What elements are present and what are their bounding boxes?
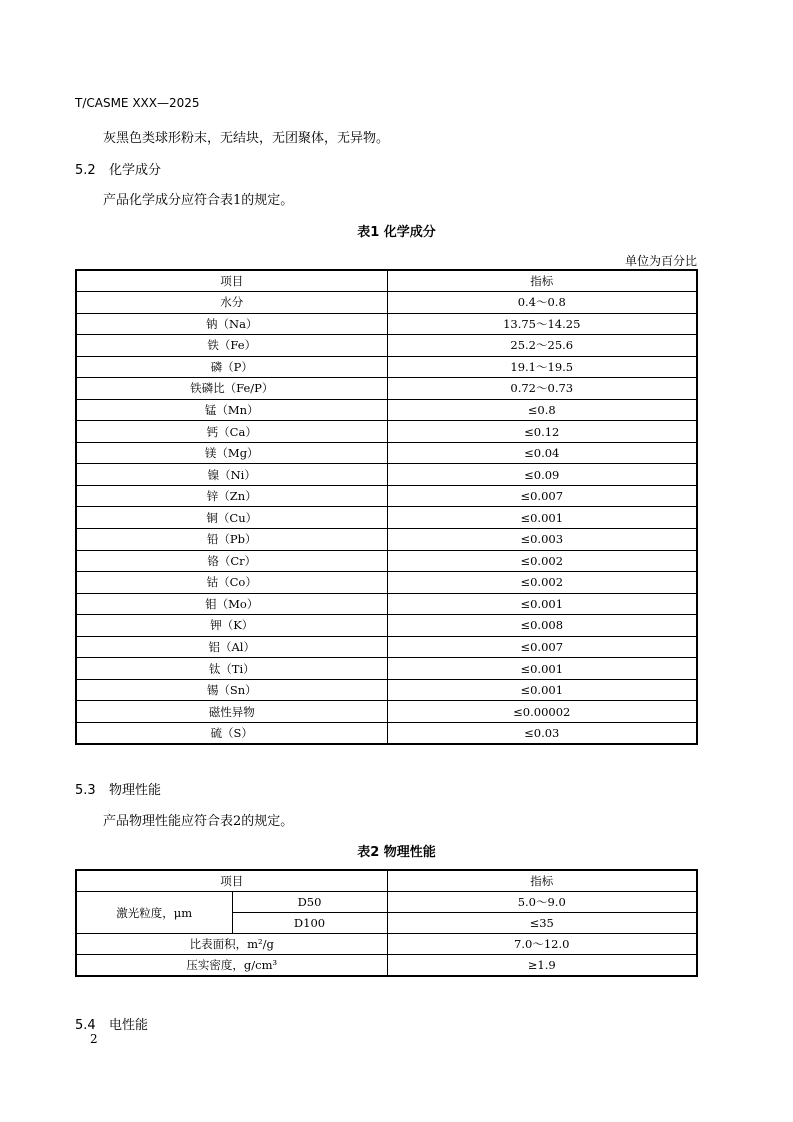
spec-cell: ≤0.03	[387, 722, 697, 744]
table-row	[76, 572, 697, 594]
table-row	[76, 615, 697, 637]
section-5-2-text: 产品化学成分应符合表1的规定。	[103, 193, 294, 208]
table-row	[76, 507, 697, 529]
table-row	[76, 292, 697, 314]
table-row	[76, 679, 697, 701]
spec-cell: ≤0.007	[387, 636, 697, 658]
compaction-density-value: ≥1.9	[387, 955, 697, 977]
page-number: 2	[90, 1032, 98, 1046]
table-row	[76, 934, 697, 955]
table-row	[76, 399, 697, 421]
item-cell: 铁（Fe）	[76, 335, 387, 357]
item-cell: 钙（Ca）	[76, 421, 387, 443]
section-title: 物理性能	[109, 783, 162, 798]
spec-cell: ≤0.008	[387, 615, 697, 637]
item-cell: 铅（Pb）	[76, 529, 387, 551]
spec-cell: 19.1～19.5	[387, 356, 697, 378]
laser-particle-size-label: 激光粒度，μm	[76, 892, 232, 934]
d50-label: D50	[232, 892, 387, 913]
item-cell: 钴（Co）	[76, 572, 387, 594]
column-header-spec: 指标	[387, 270, 697, 292]
table-row	[76, 464, 697, 486]
item-cell: 磷（P）	[76, 356, 387, 378]
section-number: 5.4	[75, 1018, 96, 1033]
item-cell: 钾（K）	[76, 615, 387, 637]
spec-cell: ≤0.002	[387, 550, 697, 572]
d100-value: ≤35	[387, 913, 697, 934]
table-row	[76, 335, 697, 357]
item-cell: 钛（Ti）	[76, 658, 387, 680]
table2-caption: 表2 物理性能	[357, 845, 436, 860]
item-cell: 镍（Ni）	[76, 464, 387, 486]
section-5-3-text: 产品物理性能应符合表2的规定。	[103, 814, 294, 829]
spec-cell: ≤0.09	[387, 464, 697, 486]
table-row	[76, 313, 697, 335]
physical-properties-table	[75, 869, 698, 977]
table-row	[76, 955, 697, 977]
table-row	[76, 658, 697, 680]
item-cell: 锰（Mn）	[76, 399, 387, 421]
spec-cell: ≤0.001	[387, 593, 697, 615]
spec-cell: ≤0.001	[387, 507, 697, 529]
spec-cell: 25.2～25.6	[387, 335, 697, 357]
table-header-row	[76, 870, 697, 892]
table-row	[76, 701, 697, 723]
spec-cell: 0.72～0.73	[387, 378, 697, 400]
spec-cell: 0.4～0.8	[387, 292, 697, 314]
item-cell: 铁磷比（Fe/P）	[76, 378, 387, 400]
table1-caption: 表1 化学成分	[357, 225, 436, 240]
section-number: 5.2	[75, 163, 96, 178]
spec-cell: ≤0.00002	[387, 701, 697, 723]
spec-cell: 13.75～14.25	[387, 313, 697, 335]
spec-cell: ≤0.12	[387, 421, 697, 443]
spec-cell: ≤0.002	[387, 572, 697, 594]
d50-value: 5.0～9.0	[387, 892, 697, 913]
table-row	[76, 636, 697, 658]
item-cell: 水分	[76, 292, 387, 314]
table-row	[76, 356, 697, 378]
chemical-composition-table	[75, 269, 698, 745]
item-cell: 硫（S）	[76, 722, 387, 744]
item-cell: 铬（Cr）	[76, 550, 387, 572]
item-cell: 钠（Na）	[76, 313, 387, 335]
table-header-row	[76, 270, 697, 292]
section-title: 化学成分	[109, 163, 162, 178]
spec-cell: ≤0.007	[387, 485, 697, 507]
specific-surface-area-value: 7.0～12.0	[387, 934, 697, 955]
item-cell: 钼（Mo）	[76, 593, 387, 615]
spec-cell: ≤0.8	[387, 399, 697, 421]
item-cell: 锡（Sn）	[76, 679, 387, 701]
table-row	[76, 378, 697, 400]
compaction-density-label: 压实密度，g/cm³	[76, 955, 387, 977]
spec-cell: ≤0.04	[387, 442, 697, 464]
item-cell: 铜（Cu）	[76, 507, 387, 529]
table-row	[76, 442, 697, 464]
table-row	[76, 722, 697, 744]
spec-cell: ≤0.003	[387, 529, 697, 551]
spec-cell: ≤0.001	[387, 658, 697, 680]
section-title: 电性能	[109, 1018, 149, 1033]
table-row	[76, 892, 697, 913]
specific-surface-area-label: 比表面积，m²/g	[76, 934, 387, 955]
item-cell: 镁（Mg）	[76, 442, 387, 464]
section-5-2-heading	[75, 159, 161, 178]
item-cell: 磁性异物	[76, 701, 387, 723]
table-row	[76, 550, 697, 572]
appearance-text: 灰黑色类球形粉末，无结块，无团聚体，无异物。	[103, 131, 390, 146]
table-row	[76, 529, 697, 551]
item-cell: 锌（Zn）	[76, 485, 387, 507]
table-row	[76, 421, 697, 443]
section-5-3-heading	[75, 779, 161, 798]
spec-cell: ≤0.001	[387, 679, 697, 701]
d100-label: D100	[232, 913, 387, 934]
item-cell: 铝（Al）	[76, 636, 387, 658]
table1-unit: 单位为百分比	[624, 254, 697, 268]
column-header-item: 项目	[76, 270, 387, 292]
section-number: 5.3	[75, 783, 96, 798]
section-5-4-heading	[75, 1014, 148, 1033]
column-header-item: 项目	[76, 870, 387, 892]
column-header-spec: 指标	[387, 870, 697, 892]
table-row	[76, 593, 697, 615]
table-row	[76, 485, 697, 507]
document-header: T/CASME XXX—2025	[75, 96, 200, 110]
